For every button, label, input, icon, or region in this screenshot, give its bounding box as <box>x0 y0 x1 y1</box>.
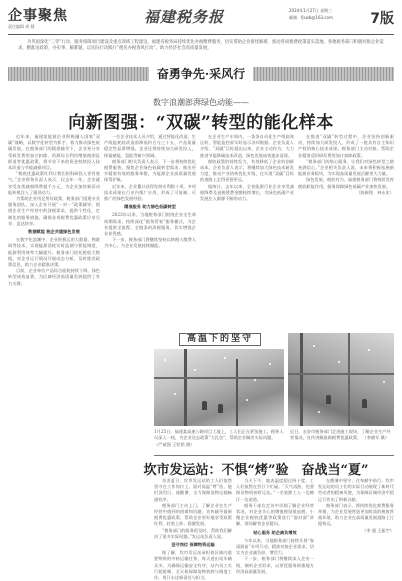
paragraph: 2023年以来，当地税务部门围绕企业全生命周期需求，持续深化“税务管家”服务模式，为企业提供全流程、全链条的涉税服务，切实增强企业获得感。 <box>104 212 196 237</box>
paragraph: 在数字化浪潮中，企业积极运用大数据、物联网等技术，实现能源消耗实时监测与智能调度，能源利用效率大幅提升。税务部门依托税收大数据，对企业运行情况开展动态分析，及时推送政策信息，助力企业精准决策。 <box>8 237 100 268</box>
paragraph: 为帮助企业用足用好政策，税务部门组建专业服务团队，深入企业开展“一对一”政策辅导，围绕企业生产经营中的涉税需求，提供个性化、定制化的服务措施，确保各项税费优惠政策应享尽享、直达快享。 <box>8 196 100 226</box>
paragraph: 一位企业技术人员介绍，通过智能化改造，生产线能耗较改造前降低约百分之十五，产品质量稳定性显著增强。企业还将持续加大研发投入，探索储能、氢能等新兴领域。 <box>104 134 196 158</box>
paragraph: 近年来，企业累计获得发明专利数十项，多项技术成果在行业内推广应用，形成了可复制、可推广的绿色发展经验。 <box>104 183 196 202</box>
paragraph: 目前，企业单位产品综合能耗持续下降，绿色转型成效显著，为区域经济高质量发展提供了有力支撑。 <box>8 268 100 286</box>
photo-credit-left: （严斌强 王钦铭 摄） <box>154 441 195 447</box>
article1-subtitle: 数字浪潮澎湃绿色动能—— <box>153 98 249 107</box>
paragraph: 当天下午，地表温度超过四十度，工人们依然在烈日下忙碌。“天气再热，也要保证物资按时运达。”一名装卸工人一边擦汗一边说道。 <box>236 478 314 502</box>
paragraph: 据统计，去年以来，全省能源行业企业享受减税降费及退税缓费金额持续增长，为绿色低碳产业发展注入源源不断的动力。 <box>200 183 294 202</box>
paragraph: 绿色发展，税收有为。福建税务部门将持续发挥税收职能作用，服务保障绿色低碳产业加快发展。 <box>298 177 394 189</box>
article1-title: 向新图强：“双碳”转型的能化样本 <box>68 113 334 133</box>
section-intro: 为巩固深化“三零”行动，服务保障项目建设及重点领域工程建设，福建省税务局持续优化办税缴费服务，切实帮助企业排忧解难，推动各项税费政策落实落地。各地税务部门积极对接企业需求，精准送政策、办实事、解难题，以实际行动践行“便民办税春风行动”，助力经济社会高质量发展。 <box>18 40 384 52</box>
contact-email: 邮箱：fjswb@163.com <box>289 15 333 20</box>
site-visit-photo <box>288 333 394 426</box>
page-number: 7版 <box>370 11 394 27</box>
article1-subheading: 精准服务 助力绿色低碳转型 <box>124 204 176 210</box>
construction-photo <box>154 349 284 426</box>
issue-date: 2024年1月27日 星期三 <box>289 8 333 13</box>
photo-captions <box>154 429 394 448</box>
article2-column-1 <box>154 478 232 581</box>
paragraph: “税务部门的贴心服务，让我们对绿色转型之路充满信心。”企业相关负责人说，未来将积极拓展新能源业务板块，为实现高质量发展贡献更大力量。 <box>298 158 394 177</box>
newspaper-logo: 福建税务报 <box>144 8 225 26</box>
paragraph: 税务部门表示，将持续优化税费服务举措，为企业发展营造更加优质的税收营商环境，助力企业在高质量发展道路上行稳致远。 <box>318 502 394 527</box>
section-name: 企事聚焦 <box>8 8 68 24</box>
article2-byline: （李 通 王振宇） <box>362 527 394 533</box>
paragraph: 在酷暑中坚守，在奉献中前行。坎市发运站的员工们用实际行动展现了新时代劳动者的精神风貌，为保障区域经济平稳运行作出了积极贡献。 <box>318 478 394 502</box>
paragraph: 在企业生产车间内，一条条自动化生产线高效运转，智能监控屏实时显示各项数据。企业负责人介绍，“双碳”目标提出以来，企业主动作为，大力推进节能降碳技术改造，绿色发展成效逐步显现。 <box>200 134 294 158</box>
photo-feature <box>154 333 394 426</box>
banner-title: 奋勇争先·采风行 <box>149 67 253 81</box>
divider <box>154 455 394 456</box>
article1-subheading: 数据赋能 税企共建绿色发展 <box>28 229 80 235</box>
page-header <box>8 3 394 35</box>
article2-subheading: 贴心服务 助企减负增效 <box>253 529 297 535</box>
paragraph: 据了解，坎市发运站承担着区域内重要物资的中转运输任务，每天进出站车辆众多。为确保运输安全有序，站内员工实行轮班制，全天候保障货物装卸与调度工作，用汗水诠释责任与担当。 <box>154 550 232 581</box>
paragraph: 近年来，福建某能源企业积极融入国家“双碳”战略，以数字化转型为抓手，着力推动绿色低碳发展。在税务部门的精准辅导下，企业充分享受研发费用加计扣除、资源综合利用增值税即征即退等优惠政策，将节省下来的资金持续投入技术改造与节能减排项目。 <box>8 134 100 171</box>
paragraph: 税务部门主动上门，了解企业在生产经营中遇到的困难和问题，宣传辅导最新税费优惠政策，帮助企业更好地享受政策红利，轻装上阵、稳健发展。 <box>154 502 232 527</box>
article1-column-4 <box>298 134 394 324</box>
editor-line: 责任编辑 周 圆 <box>8 24 35 29</box>
paragraph: 税务部门相关负责人表示，下一步将持续优化税费服务，聚焦企业绿色低碳转型需求，推出更多精准有效的服务举措，为能源企业高质量发展保驾护航。 <box>104 158 196 183</box>
paragraph: 税收政策的持续发力，有效降低了企业的创新成本。企业负责人表示，将继续加大绿色技术研发力度，推动产业结构优化升级，在实现“双碳”目标的道路上走得更稳更远。 <box>200 158 294 183</box>
paragraph: 下一步，税务部门将继续坚持以纳税人缴费人为中心，为企业发展持续赋能。 <box>104 237 196 249</box>
article2-column-3 <box>318 478 394 562</box>
article1-column-2 <box>104 134 196 324</box>
article2-subheading: 坚守岗位 保障物资运输 <box>171 542 215 548</box>
photo-feature-heading: 高温下的坚守 <box>179 333 261 346</box>
feature-banner <box>0 63 402 85</box>
photo-credit-right: （李晓军 摄） <box>362 435 390 441</box>
article2-title: 坎市发运站：不惧“烤”验 奋战当“夏” <box>143 463 369 478</box>
photo-caption-left: 1月25日，福建某高速公路项目工地上，工人们正在紧张施工。税务人员深入一线，为企业送去政策“大礼包”，帮助企业解决实际问题。 <box>154 429 284 441</box>
article1-byline: （陈新铭 林永宏） <box>356 189 394 195</box>
paragraph: 在推进“双碳”转型过程中，企业坚持创新驱动，持续加大研发投入，形成了一批具有自主知识产权的核心技术成果。税务部门主动对接，帮助企业精准适用研发费用加计扣除政策。 <box>298 134 394 158</box>
paragraph: “税务部门的服务很及时，帮助我们解决了很多实际问题。”发运站负责人说。 <box>154 527 232 539</box>
article2-column-2 <box>236 478 314 574</box>
paragraph: 下一步，税务部门将继续深入企业一线，倾听企业诉求，以更优服务助推地方经济高质量发展。 <box>236 556 314 574</box>
paragraph: 炎炎夏日，坎市发运站的工人们依然坚守在工作岗位上。面对高温“烤”验，他们顶烈日、战酷暑，全力保障货物运输畅通有序。 <box>154 478 232 502</box>
photo-caption-right: 近日，永安市税务部门走进施工现场，了解企业生产经营情况，宣传讲解最新税费优惠政策。 <box>290 429 391 441</box>
article1-column-1 <box>8 134 100 454</box>
paragraph: 税务干部在走访中详细了解企业经营状况，对企业关心的增值税留抵退税、小微企业税收优惠等政策进行“面对面”讲解，现场解答企业疑问。 <box>236 502 314 527</box>
paragraph: “税收优惠政策红利让我们的科研投入更有底气。”企业财务负责人表示，仅去年一年，企业就享受各类减税降费超千万元，为企业加快新旧动能转换注入了强劲动力。 <box>8 171 100 195</box>
article1-column-3 <box>200 134 294 324</box>
paragraph: 今年以来，当地税务部门持续开展“春雨润苗”专项行动，精准对接企业需求，切实为企业减负担、增活力。 <box>236 537 314 556</box>
